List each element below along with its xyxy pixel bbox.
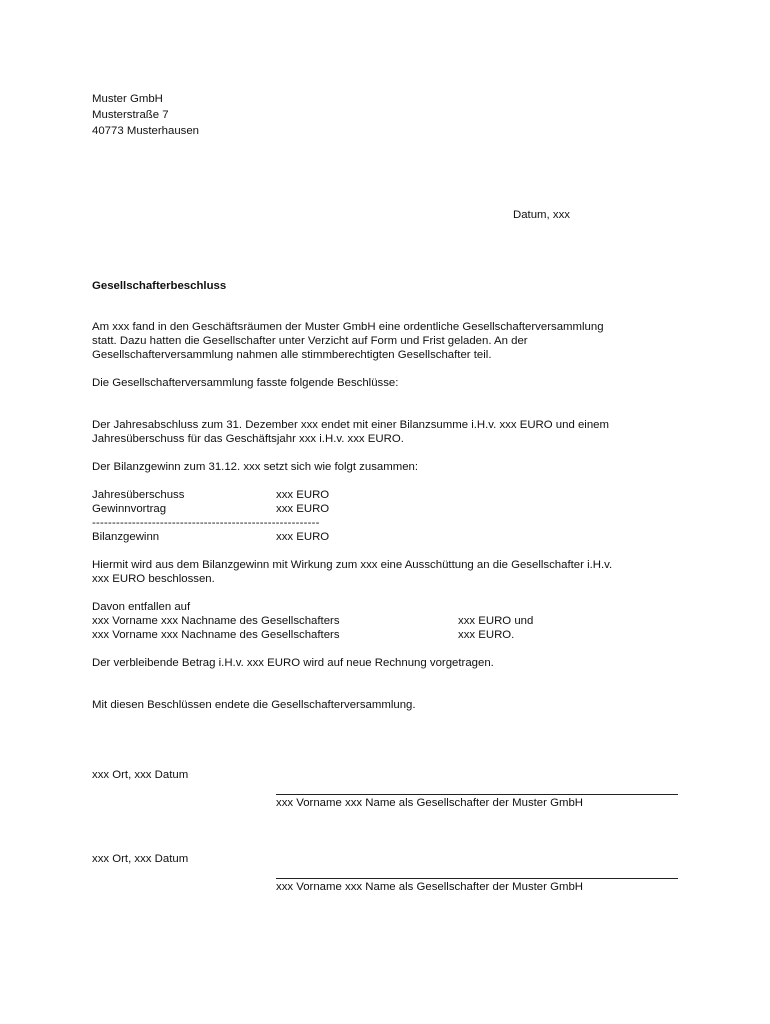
distribution-line: Hiermit wird aus dem Bilanzgewinn mit Wirkung zum xxx eine Ausschüttung an die Gesellschafter i.H.v. [92, 559, 613, 571]
signature-place-date: xxx Ort, xxx Datum [92, 769, 189, 781]
share-holder-amount: xxx EURO und [458, 615, 534, 627]
signature-line [276, 794, 678, 795]
annual-statement-line: Jahresüberschuss für das Geschäftsjahr xxx i.H.v. xxx EURO. [92, 433, 404, 445]
share-holder-amount: xxx EURO. [458, 629, 515, 641]
date-line: Datum, xxx [513, 209, 570, 221]
profit-total-value: xxx EURO [276, 531, 330, 543]
signature-caption: xxx Vorname xxx Name als Gesellschafter der Muster GmbH [276, 797, 584, 809]
sender-company: Muster GmbH [92, 93, 163, 105]
profit-intro: Der Bilanzgewinn zum 31.12. xxx setzt sich wie folgt zusammen: [92, 461, 419, 473]
profit-row-value: xxx EURO [276, 489, 330, 501]
sender-street: Musterstraße 7 [92, 109, 169, 121]
closing-sentence: Mit diesen Beschlüssen endete die Gesellschafterversammlung. [92, 699, 416, 711]
signature-place-date: xxx Ort, xxx Datum [92, 853, 189, 865]
share-holder-name: xxx Vorname xxx Nachname des Gesellschafters [92, 629, 340, 641]
profit-total-label: Bilanzgewinn [92, 531, 160, 543]
intro-line: Am xxx fand in den Geschäftsräumen der Muster GmbH eine ordentliche Gesellschafterversammlung [92, 321, 604, 333]
intro-line: Gesellschafterversammlung nahmen alle stimmberechtigten Gesellschafter teil. [92, 349, 492, 361]
profit-row-value: xxx EURO [276, 503, 330, 515]
signature-line [276, 878, 678, 879]
share-holder-name: xxx Vorname xxx Nachname des Gesellschafters [92, 615, 340, 627]
profit-row-label: Jahresüberschuss [92, 489, 185, 501]
sender-city: 40773 Musterhausen [92, 125, 200, 137]
annual-statement-line: Der Jahresabschluss zum 31. Dezember xxx endet mit einer Bilanzsumme i.H.v. xxx EURO und einem [92, 419, 609, 431]
profit-row-label: Gewinnvortrag [92, 503, 167, 515]
document-title: Gesellschafterbeschluss [92, 280, 227, 292]
shares-heading: Davon entfallen auf [92, 601, 191, 613]
distribution-line: xxx EURO beschlossen. [92, 573, 215, 585]
intro-line: statt. Dazu hatten die Gesellschafter unter Verzicht auf Form und Frist geladen. An der [92, 335, 528, 347]
resolutions-intro: Die Gesellschafterversammlung fasste folgende Beschlüsse: [92, 377, 399, 389]
signature-caption: xxx Vorname xxx Name als Gesellschafter der Muster GmbH [276, 881, 584, 893]
carry-forward: Der verbleibende Betrag i.H.v. xxx EURO wird auf neue Rechnung vorgetragen. [92, 657, 494, 669]
profit-separator: --------------------------------------------------------- [92, 517, 320, 529]
